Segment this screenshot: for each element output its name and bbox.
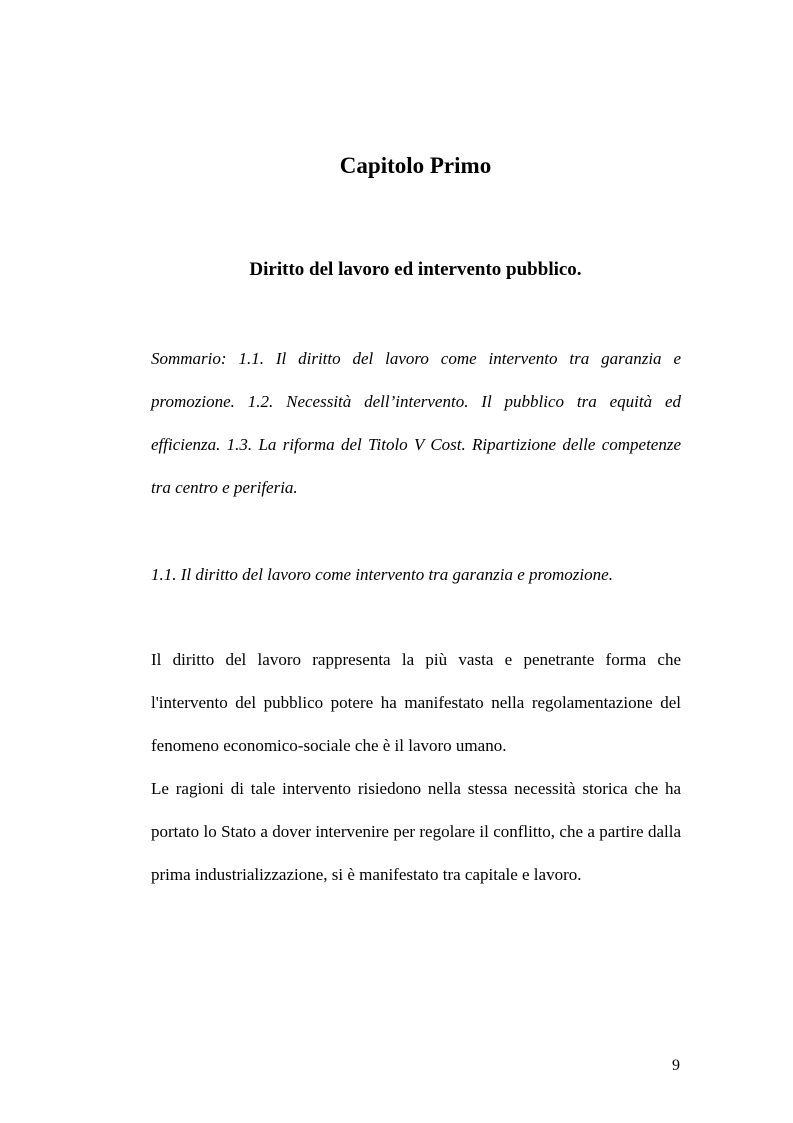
body-paragraph-2: Le ragioni di tale intervento risiedono nella stessa necessità storica che ha portato lo Stato a dover intervenire per regolare il conflitto, che a partire dalla prima industrializzazione, si è manifestato tra capitale e lavoro. <box>151 779 681 884</box>
section-heading: 1.1. Il diritto del lavoro come intervento tra garanzia e promozione. <box>151 565 613 584</box>
body-paragraph-1: Il diritto del lavoro rappresenta la più vasta e penetrante forma che l'intervento del pubblico potere ha manifestato nella regolamentazione del fenomeno economico-sociale che è il lavoro umano. <box>151 650 681 755</box>
chapter-summary: Sommario: 1.1. Il diritto del lavoro come intervento tra garanzia e promozione. 1.2. Necessità dell’intervento. Il pubblico tra equità ed efficienza. 1.3. La riforma del Titolo V Cost. Ripartizione delle competenze tra centro e periferia. <box>151 349 681 497</box>
chapter-subtitle: Diritto del lavoro ed intervento pubblico. <box>249 259 582 280</box>
chapter-title: Capitolo Primo <box>339 153 492 178</box>
page-number: 9 <box>672 1057 680 1074</box>
